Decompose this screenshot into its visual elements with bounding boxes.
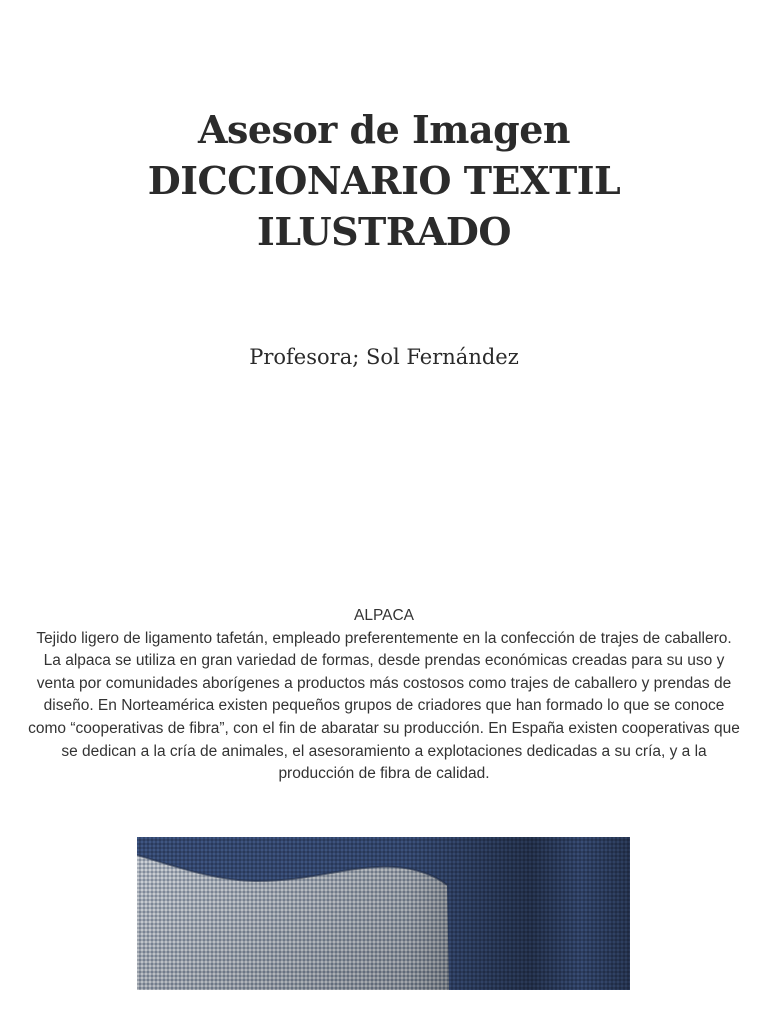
entry-description: La alpaca se utiliza en gran variedad de formas, desde prendas económicas creadas para su uso y venta por comunidades aborígenes a productos más costosos como trajes de caballero y prendas de diseño. En Norteamérica existen pequeños grupos de criadores que han formado lo que se conoce como “cooperativas de fibra”, con el fin de abaratar su producción. En España existen cooperativas que se dedican a la cría de animales, el asesoramiento a explotaciones dedicadas a su cría, y a la producción de fibra de calidad. <box>28 652 740 783</box>
title-line-diccionario: DICCIONARIO TEXTIL <box>147 158 621 203</box>
title-line-ilustrado: ILUSTRADO <box>257 209 511 254</box>
document-title <box>0 104 768 257</box>
entry-definition: Tejido ligero de ligamento tafetán, empleado preferentemente en la confección de trajes de caballero. <box>36 629 732 647</box>
fabric-photo <box>137 837 630 990</box>
dictionary-entry <box>24 605 744 786</box>
author-line: Profesora; Sol Fernández <box>249 345 519 369</box>
title-line-asesor: Asesor de Imagen <box>198 107 570 152</box>
alpaca-fabric-image <box>137 837 630 990</box>
entry-term: ALPACA <box>353 607 415 624</box>
